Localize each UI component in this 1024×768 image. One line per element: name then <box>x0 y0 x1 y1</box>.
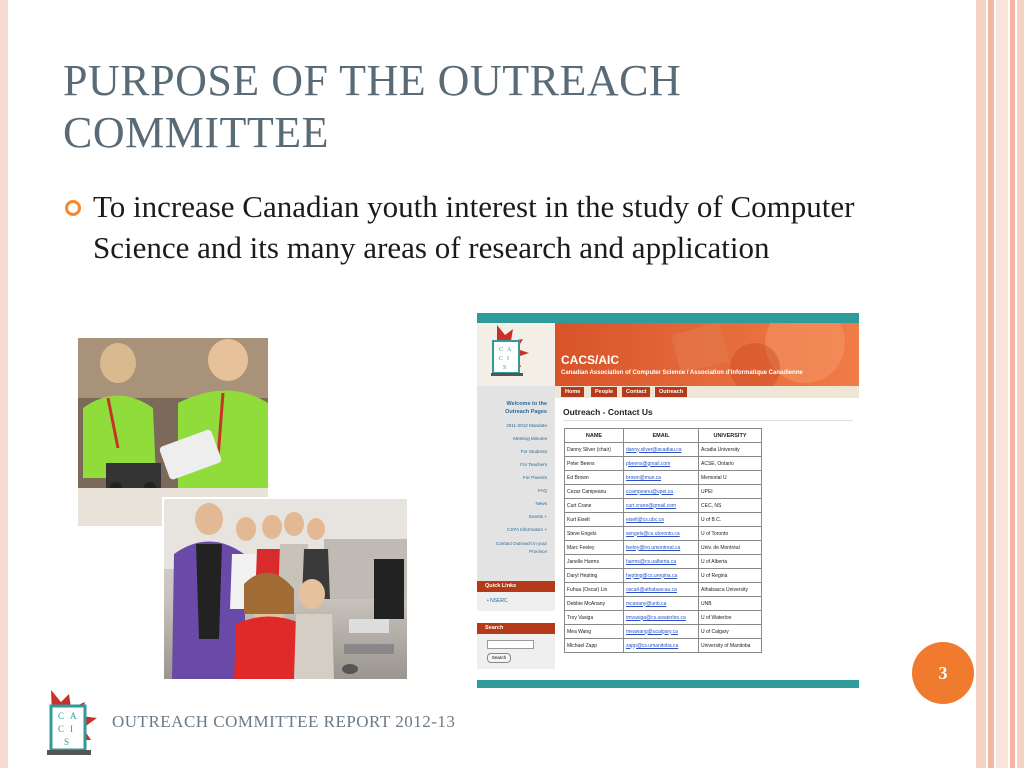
nav-people[interactable]: People <box>591 387 617 397</box>
table-row <box>565 485 761 498</box>
contact-table <box>564 428 762 653</box>
header-name: NAME <box>565 429 623 442</box>
website-banner-subtitle: Canadian Association of Computer Science / Association d'Informatique Canadienne <box>561 370 803 376</box>
cell-name: Steve Engels <box>565 527 623 540</box>
search-title: Search <box>477 623 555 634</box>
cell-university: Athabasca University <box>699 583 761 596</box>
cell-name: Curt Crane <box>565 499 623 512</box>
cell-university: Acadia University <box>699 443 761 456</box>
cell-name: Marc Feeley <box>565 541 623 554</box>
cell-name: Cezar Campeanu <box>565 485 623 498</box>
search-input[interactable] <box>487 640 534 649</box>
contact-title: Outreach - Contact Us <box>563 407 653 417</box>
cell-email[interactable]: sengels@cs.utoronto.ca <box>624 527 698 540</box>
quick-links-box <box>477 581 555 611</box>
website-top-bar <box>477 313 859 323</box>
sidebar-item-teachers[interactable]: For Teachers <box>520 462 547 467</box>
svg-text:C: C <box>58 724 65 734</box>
sidebar-item-events[interactable]: Events + <box>528 514 547 519</box>
cell-university: U of Toronto <box>699 527 761 540</box>
table-row <box>565 611 761 624</box>
website-banner-title: CACS/AIC <box>561 353 620 367</box>
sidebar-item-parents[interactable]: For Parents <box>523 475 547 480</box>
nav-outreach[interactable]: Outreach <box>655 387 687 397</box>
sidebar-welcome: Welcome to the Outreach Pages <box>505 401 547 415</box>
website-nav <box>555 386 859 398</box>
cell-email[interactable]: oscarl@athabascau.ca <box>624 583 698 596</box>
cell-email[interactable]: brown@mun.ca <box>624 471 698 484</box>
quick-link-nserc[interactable]: • NSERC <box>487 598 508 604</box>
table-row <box>565 457 761 470</box>
cell-email[interactable]: ccampeanu@upei.ca <box>624 485 698 498</box>
table-row <box>565 597 761 610</box>
website-bottom-bar <box>477 680 859 688</box>
table-row <box>565 443 761 456</box>
cell-university: U of Waterloo <box>699 611 761 624</box>
slide-footer: OUTREACH COMMITTEE REPORT 2012-13 <box>112 712 456 731</box>
table-row <box>565 625 761 638</box>
svg-text:A: A <box>507 347 512 353</box>
students-lab-photo <box>162 497 407 679</box>
table-row <box>565 499 761 512</box>
cell-university: Univ. de Montréal <box>699 541 761 554</box>
header-email: EMAIL <box>624 429 698 442</box>
website-banner <box>555 323 859 386</box>
cell-email[interactable]: tmvasiga@cs.uwaterloo.ca <box>624 611 698 624</box>
nav-contact[interactable]: Contact <box>622 387 650 397</box>
cell-university: ACSE, Ontario <box>699 457 761 470</box>
website-sidebar <box>477 386 555 611</box>
cell-email[interactable]: eiselt@cs.ubc.ca <box>624 513 698 526</box>
cell-email[interactable]: meawang@ucalgary.ca <box>624 625 698 638</box>
sidebar-item-students[interactable]: For Students <box>520 449 547 454</box>
cell-university: UPEI <box>699 485 761 498</box>
search-box <box>477 623 555 669</box>
cell-email[interactable]: harms@cs.ualberta.ca <box>624 555 698 568</box>
table-row <box>565 513 761 526</box>
page-number-badge: 3 <box>912 642 974 704</box>
table-row <box>565 541 761 554</box>
bullet-icon <box>63 198 85 220</box>
svg-text:C: C <box>58 711 65 721</box>
cell-name: Peter Beens <box>565 457 623 470</box>
search-button[interactable]: Search <box>487 653 511 663</box>
cell-university: Memorial U <box>699 471 761 484</box>
svg-text:S: S <box>64 737 70 747</box>
bullet-text: To increase Canadian youth interest in the study of Computer Science and its many areas of research and application <box>93 189 855 265</box>
cell-university: U of Calgary <box>699 625 761 638</box>
slide-left-border <box>0 0 8 768</box>
cell-name: Ed Brown <box>565 471 623 484</box>
svg-text:C: C <box>499 347 504 353</box>
svg-text:C: C <box>499 356 504 362</box>
sidebar-item-news[interactable]: News <box>535 501 547 506</box>
cell-name: Mea Wang <box>565 625 623 638</box>
svg-text:A: A <box>70 711 77 721</box>
cell-email[interactable]: pbeens@gmail.com <box>624 457 698 470</box>
cell-name: Kurt Eiselt <box>565 513 623 526</box>
nav-home[interactable]: Home <box>561 387 584 397</box>
cell-email[interactable]: mcanany@unb.ca <box>624 597 698 610</box>
cell-name: Debbie McAnany <box>565 597 623 610</box>
cell-name: Daryl Hepting <box>565 569 623 582</box>
cell-email[interactable]: curt.crane@gmail.com <box>624 499 698 512</box>
sidebar-item-csta[interactable]: CSTA Information + <box>507 527 547 532</box>
cell-name: Danny Silver (chair) <box>565 443 623 456</box>
cell-name: Janelle Harms <box>565 555 623 568</box>
cell-email[interactable]: danny.silver@acadiau.ca <box>624 443 698 456</box>
table-row <box>565 639 761 652</box>
cacs-logo <box>43 688 105 762</box>
cell-university: UNB <box>699 597 761 610</box>
cell-university: U of Alberta <box>699 555 761 568</box>
cell-university: University of Manitoba <box>699 639 761 652</box>
cell-university: CEC, NS <box>699 499 761 512</box>
svg-text:S: S <box>503 365 507 371</box>
cacs-website-screenshot <box>477 313 859 688</box>
slide-title: PURPOSE OF THE OUTREACH COMMITTEE <box>63 56 682 157</box>
table-header <box>565 429 761 442</box>
table-row <box>565 583 761 596</box>
cell-email[interactable]: zapp@cs.umanitoba.ca <box>624 639 698 652</box>
contact-divider <box>563 420 853 421</box>
slide-right-stripes <box>976 0 1024 768</box>
cell-name: Michael Zapp <box>565 639 623 652</box>
table-row <box>565 555 761 568</box>
sidebar-item-mandate[interactable]: 2011-2012 Mandate <box>506 423 547 428</box>
table-row <box>565 527 761 540</box>
table-row <box>565 569 761 582</box>
table-row <box>565 471 761 484</box>
bullet-point <box>63 186 883 268</box>
svg-text:I: I <box>70 724 73 734</box>
quick-links-title: Quick Links <box>477 581 555 592</box>
sidebar-item-contact-province[interactable]: Contact Outreach in your Province <box>495 541 547 554</box>
cell-email[interactable]: hepting@cs.uregina.ca <box>624 569 698 582</box>
sidebar-item-faq[interactable]: FAQ <box>537 488 547 493</box>
cell-name: Troy Vasiga <box>565 611 623 624</box>
sidebar-item-minutes[interactable]: Meeting Minutes <box>513 436 547 441</box>
svg-text:I: I <box>507 356 509 362</box>
website-logo <box>477 323 555 386</box>
cell-university: U of B.C. <box>699 513 761 526</box>
cell-email[interactable]: feeley@iro.umontreal.ca <box>624 541 698 554</box>
cell-university: U of Regina <box>699 569 761 582</box>
cell-name: Fuhua (Oscar) Lin <box>565 583 623 596</box>
header-university: UNIVERSITY <box>699 429 761 442</box>
